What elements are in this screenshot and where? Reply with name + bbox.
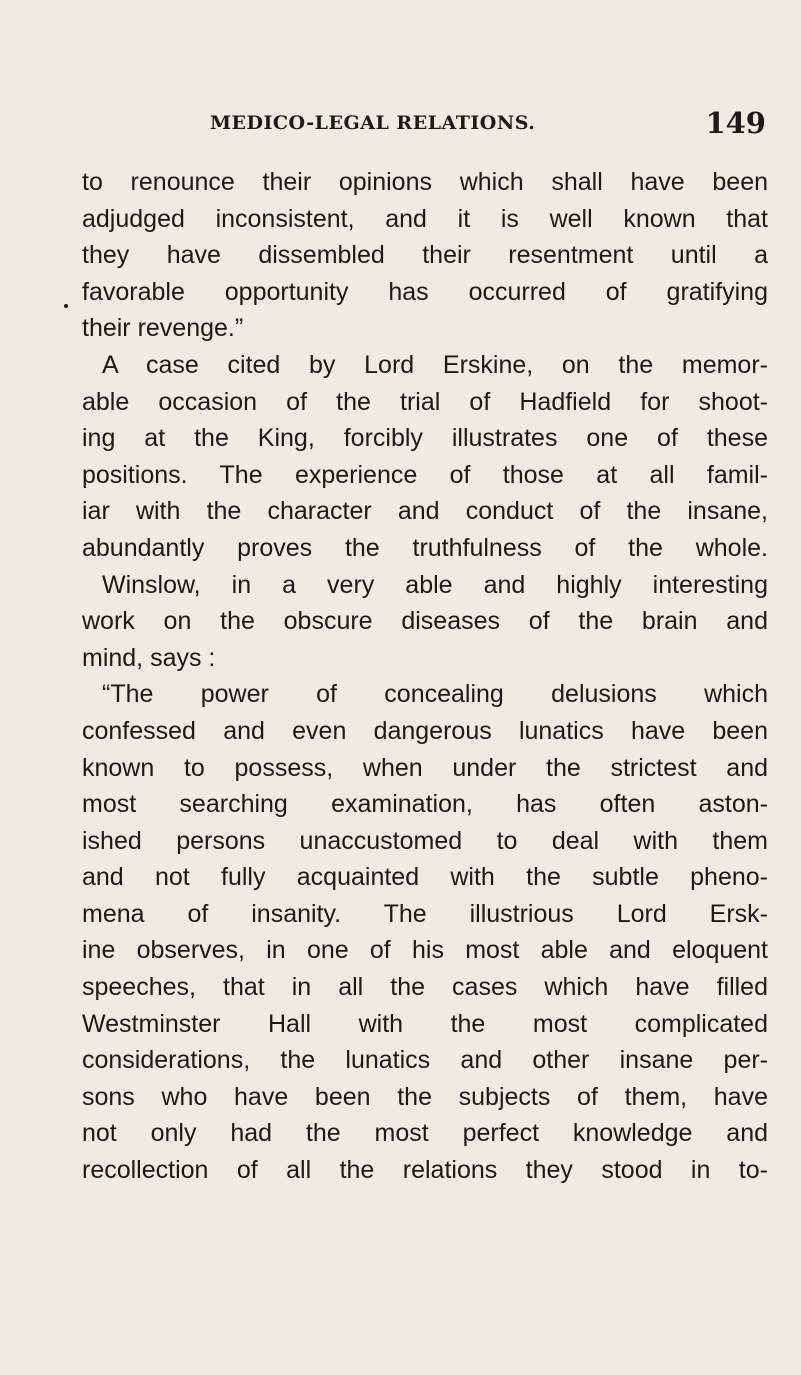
text-line: their revenge.” bbox=[82, 314, 244, 343]
text-line: mind, says : bbox=[82, 643, 216, 672]
text-line: confessed and even dangerous lunatics have been bbox=[82, 716, 768, 745]
text-line: they have dissembled their resentment until a bbox=[82, 241, 768, 270]
text-line: Westminster Hall with the most complicated bbox=[82, 1009, 768, 1038]
text-line: mena of insanity. The illustrious Lord Ersk- bbox=[82, 899, 768, 928]
running-head: MEDICO-LEGAL RELATIONS. bbox=[210, 112, 536, 134]
text-line: speeches, that in all the cases which have filled bbox=[82, 973, 768, 1002]
text-line: not only had the most perfect knowledge and bbox=[82, 1119, 768, 1148]
page-header bbox=[82, 106, 766, 148]
text-line: ished persons unaccustomed to deal with them bbox=[82, 826, 768, 855]
page-number: 149 bbox=[705, 106, 766, 140]
text-line: and not fully acquainted with the subtle pheno- bbox=[82, 863, 768, 892]
text-line: most searching examination, has often aston- bbox=[82, 790, 768, 819]
text-line: A case cited by Lord Erskine, on the memor- bbox=[102, 350, 768, 379]
text-line: favorable opportunity has occurred of gratifying bbox=[82, 277, 768, 306]
text-line: adjudged inconsistent, and it is well known that bbox=[82, 204, 768, 233]
text-line: recollection of all the relations they stood in to- bbox=[82, 1156, 768, 1185]
text-line: sons who have been the subjects of them, have bbox=[82, 1082, 768, 1111]
text-line: abundantly proves the truthfulness of the whole. bbox=[82, 533, 768, 562]
text-line: ing at the King, forcibly illustrates one of these bbox=[82, 424, 768, 453]
text-line: able occasion of the trial of Hadfield for shoot- bbox=[82, 387, 768, 416]
text-line: considerations, the lunatics and other insane per- bbox=[82, 1046, 768, 1075]
text-line: known to possess, when under the strictest and bbox=[82, 753, 768, 782]
body-text bbox=[82, 164, 768, 1189]
text-line: Winslow, in a very able and highly interesting bbox=[102, 570, 768, 599]
text-line: work on the obscure diseases of the brain and bbox=[82, 607, 768, 636]
text-line: ine observes, in one of his most able and eloquent bbox=[82, 936, 768, 965]
text-line: iar with the character and conduct of the insane, bbox=[82, 497, 768, 526]
text-line: positions. The experience of those at all famil- bbox=[82, 460, 768, 489]
margin-mark bbox=[64, 304, 68, 308]
text-line: to renounce their opinions which shall have been bbox=[82, 168, 768, 196]
text-line: “The power of concealing delusions which bbox=[102, 680, 768, 709]
